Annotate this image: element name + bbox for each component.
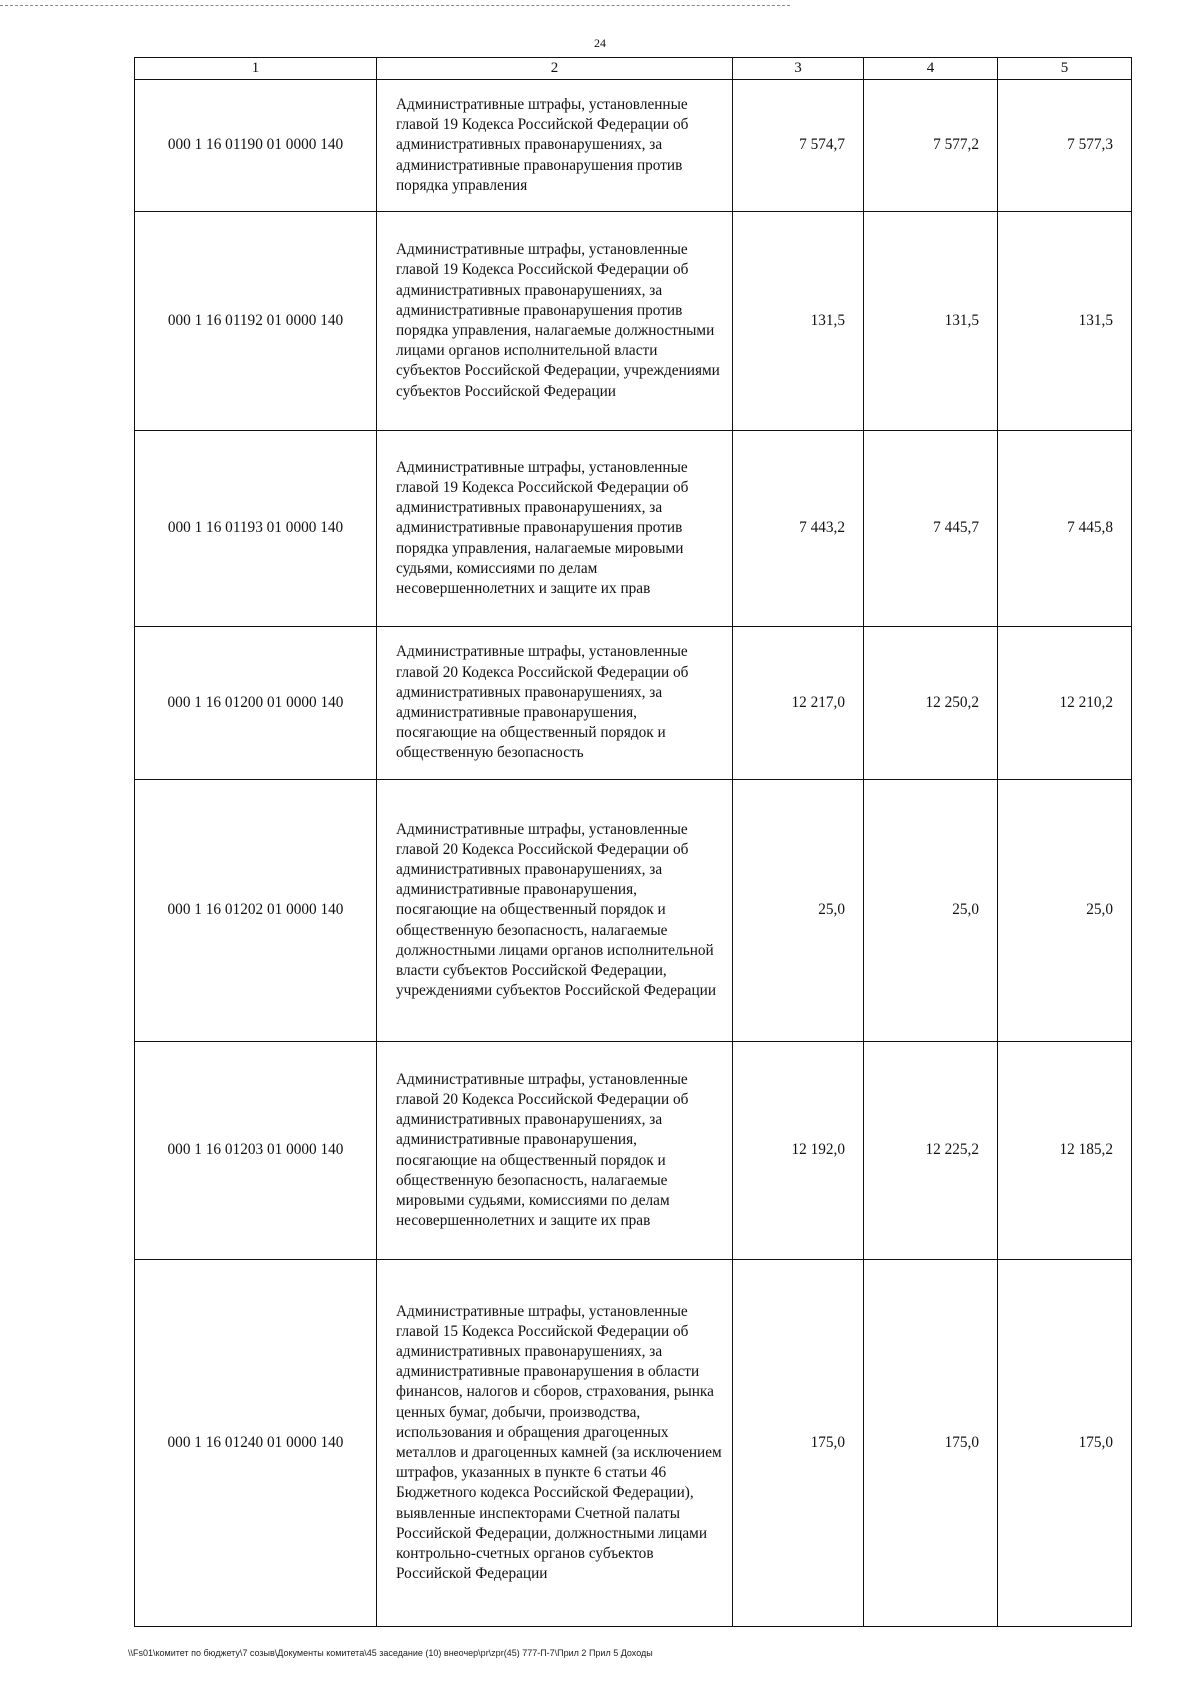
value-cell-col3: 12 192,0 [733, 1042, 864, 1260]
value-cell-col5: 7 577,3 [998, 80, 1132, 212]
table-row [135, 1042, 1132, 1260]
value-cell-col4: 25,0 [864, 780, 998, 1042]
column-header-1: 1 [135, 58, 377, 80]
description-cell: Административные штрафы, установленные главой 19 Кодекса Российской Федерации об административных правонарушениях, за административные правонарушения против порядка управления, налагаемые должностными лицами органов исполнительной власти субъектов Российской Федерации, учреждениями субъектов Российской Федерации [377, 212, 733, 431]
file-path-footer: \\Fs01\комитет по бюджету\7 созыв\Документы комитета\45 заседание (10) внеочер\pr\zpr(45) 777-П-7\Прил 2 Прил 5 Доходы [128, 1648, 653, 1658]
column-header-4: 4 [864, 58, 998, 80]
value-cell-col3: 25,0 [733, 780, 864, 1042]
value-cell-col5: 12 185,2 [998, 1042, 1132, 1260]
table-row [135, 1260, 1132, 1627]
table-row [135, 627, 1132, 780]
value-cell-col3: 7 443,2 [733, 431, 864, 627]
value-cell-col4: 131,5 [864, 212, 998, 431]
table-row [135, 212, 1132, 431]
value-cell-col4: 12 225,2 [864, 1042, 998, 1260]
value-cell-col5: 7 445,8 [998, 431, 1132, 627]
value-cell-col5: 25,0 [998, 780, 1132, 1042]
value-cell-col5: 175,0 [998, 1260, 1132, 1627]
description-cell: Административные штрафы, установленные главой 20 Кодекса Российской Федерации об административных правонарушениях, за административные правонарушения, посягающие на общественный порядок и общественную безопасность, налагаемые мировыми судьями, комиссиями по делам несовершеннолетних и защите их прав [377, 1042, 733, 1260]
description-cell: Административные штрафы, установленные главой 19 Кодекса Российской Федерации об административных правонарушениях, за административные правонарушения против порядка управления [377, 80, 733, 212]
value-cell-col3: 175,0 [733, 1260, 864, 1627]
budget-revenue-table [134, 57, 1132, 1627]
column-header-3: 3 [733, 58, 864, 80]
table-row [135, 80, 1132, 212]
value-cell-col5: 131,5 [998, 212, 1132, 431]
budget-code-cell: 000 1 16 01193 01 0000 140 [135, 431, 377, 627]
column-number-header-row [135, 58, 1132, 80]
description-cell: Административные штрафы, установленные главой 20 Кодекса Российской Федерации об административных правонарушениях, за административные правонарушения, посягающие на общественный порядок и общественную безопасность [377, 627, 733, 780]
value-cell-col4: 12 250,2 [864, 627, 998, 780]
column-header-5: 5 [998, 58, 1132, 80]
budget-code-cell: 000 1 16 01240 01 0000 140 [135, 1260, 377, 1627]
value-cell-col5: 12 210,2 [998, 627, 1132, 780]
budget-code-cell: 000 1 16 01192 01 0000 140 [135, 212, 377, 431]
budget-code-cell: 000 1 16 01202 01 0000 140 [135, 780, 377, 1042]
description-cell: Административные штрафы, установленные главой 15 Кодекса Российской Федерации об административных правонарушениях, за административные правонарушения в области финансов, налогов и сборов, страхования, рынка ценных бумаг, добычи, производства, использования и обращения драгоценных металлов и драгоценных камней (за исключением штрафов, указанных в пункте 6 статьи 46 Бюджетного кодекса Российской Федерации), выявленные инспекторами Счетной палаты Российской Федерации, должностными лицами контрольно-счетных органов субъектов Российской Федерации [377, 1260, 733, 1627]
value-cell-col3: 131,5 [733, 212, 864, 431]
budget-code-cell: 000 1 16 01200 01 0000 140 [135, 627, 377, 780]
description-cell: Административные штрафы, установленные главой 20 Кодекса Российской Федерации об административных правонарушениях, за административные правонарушения, посягающие на общественный порядок и общественную безопасность, налагаемые должностными лицами органов исполнительной власти субъектов Российской Федерации, учреждениями субъектов Российской Федерации [377, 780, 733, 1042]
budget-code-cell: 000 1 16 01190 01 0000 140 [135, 80, 377, 212]
value-cell-col4: 175,0 [864, 1260, 998, 1627]
table-row [135, 431, 1132, 627]
value-cell-col3: 7 574,7 [733, 80, 864, 212]
scan-artifact-line [0, 5, 790, 6]
budget-code-cell: 000 1 16 01203 01 0000 140 [135, 1042, 377, 1260]
table-row [135, 780, 1132, 1042]
column-header-2: 2 [377, 58, 733, 80]
value-cell-col4: 7 445,7 [864, 431, 998, 627]
page-number: 24 [594, 36, 606, 50]
value-cell-col3: 12 217,0 [733, 627, 864, 780]
description-cell: Административные штрафы, установленные главой 19 Кодекса Российской Федерации об административных правонарушениях, за административные правонарушения против порядка управления, налагаемые мировыми судьями, комиссиями по делам несовершеннолетних и защите их прав [377, 431, 733, 627]
value-cell-col4: 7 577,2 [864, 80, 998, 212]
